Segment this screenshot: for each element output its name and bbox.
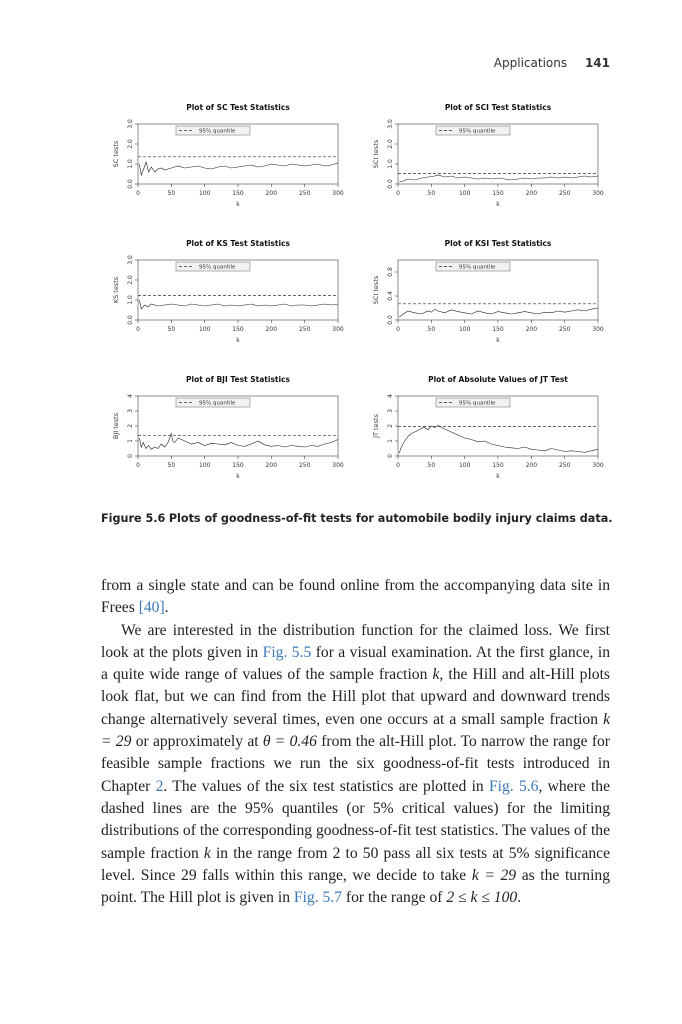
x-tick-label: 100 (458, 326, 471, 333)
text-run: We are interested in the distribution function for the claimed loss. We first look at the plots given in (101, 621, 610, 661)
legend-label: 95% quantile (459, 264, 496, 271)
x-tick-label: 50 (427, 462, 436, 469)
y-tick-label: 1 (387, 439, 394, 443)
math-k-29: k = 29 (101, 710, 610, 751)
math-theta: θ = 0.46 (262, 733, 317, 751)
x-tick-label: 100 (458, 190, 471, 197)
chart-panel-2 (372, 103, 604, 208)
chart-panel-6 (372, 375, 604, 480)
text-run: from a single state and can be found online from the accompanying data site in Frees (101, 577, 610, 617)
y-tick-label: 2.0 (127, 139, 134, 149)
x-tick-label: 200 (525, 462, 538, 469)
x-axis-label: k (236, 337, 240, 344)
math-k-29: k = 29 (471, 866, 517, 884)
x-tick-label: 250 (558, 326, 571, 333)
y-tick-label: 4 (127, 394, 134, 398)
math-k: k (432, 666, 440, 684)
x-axis-label: k (236, 201, 240, 208)
text-run: from the alt-Hill plot. To narrow the range for feasible sample fractions we run the six goodness-of-fit tests introduced in Chapter (101, 733, 610, 795)
chart-title: Plot of KS Test Statistics (186, 239, 290, 248)
chart-title: Plot of SC Test Statistics (186, 103, 290, 112)
y-tick-label: 1.0 (387, 159, 394, 169)
chart-title: Plot of SCI Test Statistics (444, 103, 552, 112)
x-tick-label: 150 (492, 326, 504, 333)
text-run: , the Hill and alt-Hill plots look flat, but we can find from the Hill plot that upward and downward trends change alternatively several times, even one occurs at a small sample fraction (101, 666, 610, 728)
x-tick-label: 50 (167, 326, 176, 333)
legend-label: 95% quantile (199, 264, 236, 271)
y-axis-label: JT tests (372, 414, 380, 438)
y-axis-label: KS tests (112, 276, 120, 304)
x-tick-label: 300 (592, 462, 604, 469)
chart-panel-4 (372, 239, 604, 344)
y-tick-label: 2 (127, 424, 134, 428)
page-number: 141 (584, 56, 610, 70)
text-run: . (164, 599, 169, 617)
y-axis-label: SC tests (112, 140, 120, 168)
caption-label: Figure 5.6 (101, 512, 166, 525)
x-tick-label: 150 (492, 462, 504, 469)
series-line (139, 300, 338, 309)
y-tick-label: 0.4 (387, 291, 394, 301)
text-run: . (517, 889, 522, 907)
x-tick-label: 100 (198, 326, 211, 333)
series-line (139, 162, 338, 175)
x-tick-label: 150 (492, 190, 504, 197)
legend-label: 95% quantile (459, 128, 496, 135)
figure-link-5-7[interactable]: Fig. 5.7 (293, 889, 342, 907)
chart-panel-1 (112, 103, 344, 208)
x-tick-label: 250 (298, 326, 311, 333)
x-tick-label: 300 (332, 190, 344, 197)
chart-panel-5 (112, 375, 344, 480)
figure-link-5-5[interactable]: Fig. 5.5 (262, 643, 312, 661)
body-text (101, 575, 610, 909)
text-run: for a visual examination. At the first glance, in a quite wide range of values of the sample fraction (101, 643, 611, 684)
x-tick-label: 50 (427, 190, 436, 197)
y-tick-label: 1.0 (127, 295, 134, 305)
x-tick-label: 50 (167, 190, 176, 197)
x-tick-label: 150 (232, 190, 244, 197)
x-tick-label: 250 (298, 462, 311, 469)
y-tick-label: 2 (387, 424, 394, 428)
y-tick-label: 3.0 (127, 119, 134, 129)
math-k: k (203, 844, 211, 862)
x-tick-label: 0 (396, 190, 400, 197)
x-axis-label: k (496, 201, 500, 208)
chart-panel-3 (112, 239, 344, 344)
x-tick-label: 150 (232, 462, 244, 469)
y-tick-label: 0 (387, 454, 394, 458)
x-tick-label: 250 (558, 462, 571, 469)
y-tick-label: 4 (387, 394, 394, 398)
paragraph-2 (101, 620, 610, 910)
x-tick-label: 150 (232, 326, 244, 333)
series-line (399, 175, 598, 182)
figure-caption (101, 512, 621, 525)
x-tick-label: 0 (136, 190, 140, 197)
x-axis-label: k (496, 337, 500, 344)
x-tick-label: 0 (136, 462, 140, 469)
running-head-section: Applications (493, 56, 568, 70)
series-line (139, 434, 338, 450)
x-tick-label: 50 (167, 462, 176, 469)
x-tick-label: 100 (198, 462, 211, 469)
text-run: . The values of the six test statistics are plotted in (163, 777, 489, 795)
x-tick-label: 200 (265, 190, 278, 197)
text-run: in the range from 2 to 50 pass all six tests at 5% significance level. Since 29 falls within this range, we decide to take (101, 844, 610, 884)
x-tick-label: 300 (592, 326, 604, 333)
figure-link-5-6[interactable]: Fig. 5.6 (489, 777, 539, 795)
x-tick-label: 50 (427, 326, 436, 333)
caption-title: Plots of goodness-of-fit tests for automobile bodily injury claims data. (168, 512, 613, 525)
x-tick-label: 200 (525, 326, 538, 333)
x-tick-label: 0 (396, 462, 400, 469)
y-axis-label: SCI tests (372, 275, 380, 305)
citation-link-40[interactable]: [40] (138, 599, 165, 617)
y-axis-label: SCI tests (372, 139, 380, 169)
series-line (399, 308, 598, 317)
figure-5-6 (96, 96, 616, 496)
paragraph-1 (101, 575, 610, 620)
legend-label: 95% quantile (459, 400, 496, 407)
x-tick-label: 300 (592, 190, 604, 197)
x-tick-label: 100 (198, 190, 211, 197)
math-range: 2 ≤ k ≤ 100 (446, 889, 518, 907)
y-tick-label: 3 (387, 409, 394, 413)
chapter-link-2[interactable]: 2 (155, 777, 164, 795)
y-tick-label: 3.0 (387, 119, 394, 129)
y-axis-label: BJI tests (112, 412, 120, 440)
y-tick-label: 0.0 (127, 315, 134, 325)
y-tick-label: 0 (127, 454, 134, 458)
x-tick-label: 0 (136, 326, 140, 333)
y-tick-label: 0.0 (387, 179, 394, 189)
x-tick-label: 200 (525, 190, 538, 197)
y-tick-label: 0.0 (127, 179, 134, 189)
text-run: , where the dashed lines are the 95% quantiles (or 5% critical values) for the limiting distributions of the corresponding goodness-of-fit test statistics. The values of the sample fraction (101, 777, 611, 862)
chart-title: Plot of BJI Test Statistics (186, 375, 290, 384)
x-tick-label: 0 (396, 326, 400, 333)
x-tick-label: 300 (332, 462, 344, 469)
x-tick-label: 100 (458, 462, 471, 469)
text-run: or approximately at (131, 733, 263, 751)
x-tick-label: 200 (265, 462, 278, 469)
running-head (494, 56, 610, 70)
x-tick-label: 250 (298, 190, 311, 197)
text-run: as the turning point. The Hill plot is given in (101, 866, 610, 907)
y-tick-label: 1.0 (127, 159, 134, 169)
x-axis-label: k (236, 473, 240, 480)
y-tick-label: 1 (127, 439, 134, 443)
x-tick-label: 300 (332, 326, 344, 333)
chart-title: Plot of KSI Test Statistics (444, 239, 552, 248)
y-tick-label: 0.0 (387, 315, 394, 325)
x-axis-label: k (496, 473, 500, 480)
series-line (399, 425, 598, 453)
legend-label: 95% quantile (199, 400, 236, 407)
x-tick-label: 200 (265, 326, 278, 333)
text-run: for the range of (342, 889, 447, 907)
legend-label: 95% quantile (199, 128, 236, 135)
y-tick-label: 3 (127, 409, 134, 413)
x-tick-label: 250 (558, 190, 571, 197)
y-tick-label: 2.0 (387, 139, 394, 149)
y-tick-label: 0.8 (387, 267, 394, 277)
chart-title: Plot of Absolute Values of JT Test (428, 375, 568, 384)
y-tick-label: 3.0 (127, 255, 134, 265)
y-tick-label: 2.0 (127, 275, 134, 285)
